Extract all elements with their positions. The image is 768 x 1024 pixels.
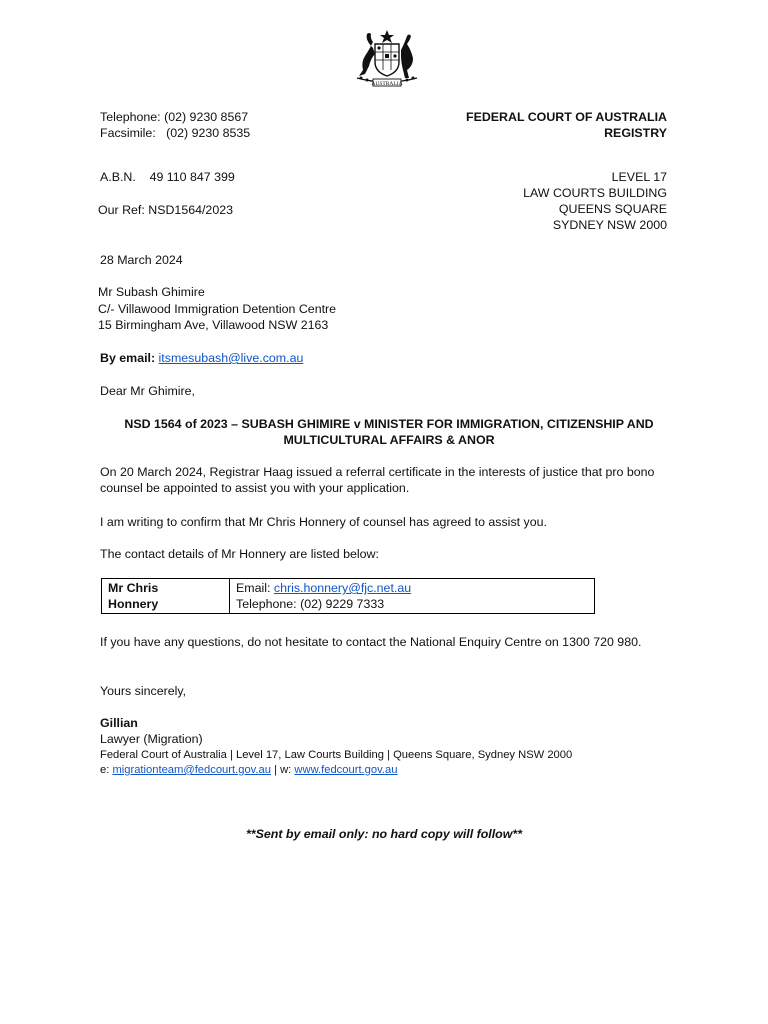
our-ref-line: Our Ref: NSD1564/2023	[98, 203, 233, 217]
counsel-name-line: Mr Chris	[108, 581, 159, 595]
signatory-org-line: Federal Court of Australia | Level 17, Law Courts Building | Queens Square, Sydney NSW 2000	[100, 749, 573, 761]
registry-address-line: SYDNEY NSW 2000	[552, 218, 667, 232]
table-row	[102, 579, 595, 614]
registry-label: REGISTRY	[604, 126, 667, 140]
counsel-email-line	[236, 580, 588, 596]
closing: Yours sincerely,	[100, 684, 187, 698]
counsel-name-line: Honnery	[108, 597, 159, 611]
counsel-email-label: Email:	[236, 581, 274, 595]
signatory-website-link[interactable]: www.fedcourt.gov.au	[294, 764, 398, 776]
salutation: Dear Mr Ghimire,	[100, 384, 196, 398]
signatory-email-label: e:	[100, 764, 113, 776]
delivery-note: **Sent by email only: no hard copy will follow**	[245, 827, 523, 841]
abn-line: A.B.N. 49 110 847 399	[100, 170, 235, 184]
counsel-name-cell	[102, 579, 230, 614]
body-paragraph: The contact details of Mr Honnery are listed below:	[100, 547, 379, 561]
counsel-telephone: Telephone: (02) 9229 7333	[236, 597, 385, 611]
recipient-address-line: C/- Villawood Immigration Detention Centre	[98, 302, 337, 316]
subject-line: MULTICULTURAL AFFAIRS & ANOR	[283, 433, 495, 447]
counsel-contact-table	[101, 578, 595, 614]
signatory-contact-line	[100, 762, 397, 778]
by-email-label: By email:	[100, 351, 156, 365]
signatory-name: Gillian	[100, 716, 138, 730]
signatory-email-link[interactable]: migrationteam@fedcourt.gov.au	[112, 764, 271, 776]
facsimile-line: Facsimile: (02) 9230 8535	[100, 126, 251, 140]
counsel-details-cell	[230, 579, 595, 614]
subject-heading	[100, 416, 678, 448]
counsel-email-link[interactable]: chris.honnery@fjc.net.au	[273, 581, 412, 595]
registry-address-line: LAW COURTS BUILDING	[523, 186, 667, 200]
subject-line: NSD 1564 of 2023 – SUBASH GHIMIRE v MINISTER FOR IMMIGRATION, CITIZENSHIP AND	[124, 417, 654, 431]
body-paragraph: On 20 March 2024, Registrar Haag issued a referral certificate in the interests of justice that pro bono counsel be appointed to assist you with your application.	[100, 465, 655, 495]
recipient-name: Mr Subash Ghimire	[98, 285, 205, 299]
registry-address-line: LEVEL 17	[611, 170, 667, 184]
signatory-title: Lawyer (Migration)	[100, 732, 203, 746]
body-paragraph: I am writing to confirm that Mr Chris Honnery of counsel has agreed to assist you.	[100, 515, 547, 529]
registry-address-line: QUEENS SQUARE	[558, 202, 667, 216]
registry-name: FEDERAL COURT OF AUSTRALIA	[466, 110, 667, 124]
telephone-line: Telephone: (02) 9230 8567	[100, 110, 249, 124]
body-paragraph: If you have any questions, do not hesitate to contact the National Enquiry Centre on 1300 720 980.	[100, 635, 642, 649]
recipient-email-link[interactable]: itsmesubash@live.com.au	[158, 351, 304, 365]
signatory-web-separator: | w:	[270, 764, 295, 776]
recipient-address-line: 15 Birmingham Ave, Villawood NSW 2163	[98, 318, 329, 332]
letter-date: 28 March 2024	[100, 253, 183, 267]
crest-motto: AUSTRALIA	[371, 81, 403, 87]
coat-of-arms-logo	[345, 28, 429, 88]
by-email-line	[100, 350, 303, 366]
